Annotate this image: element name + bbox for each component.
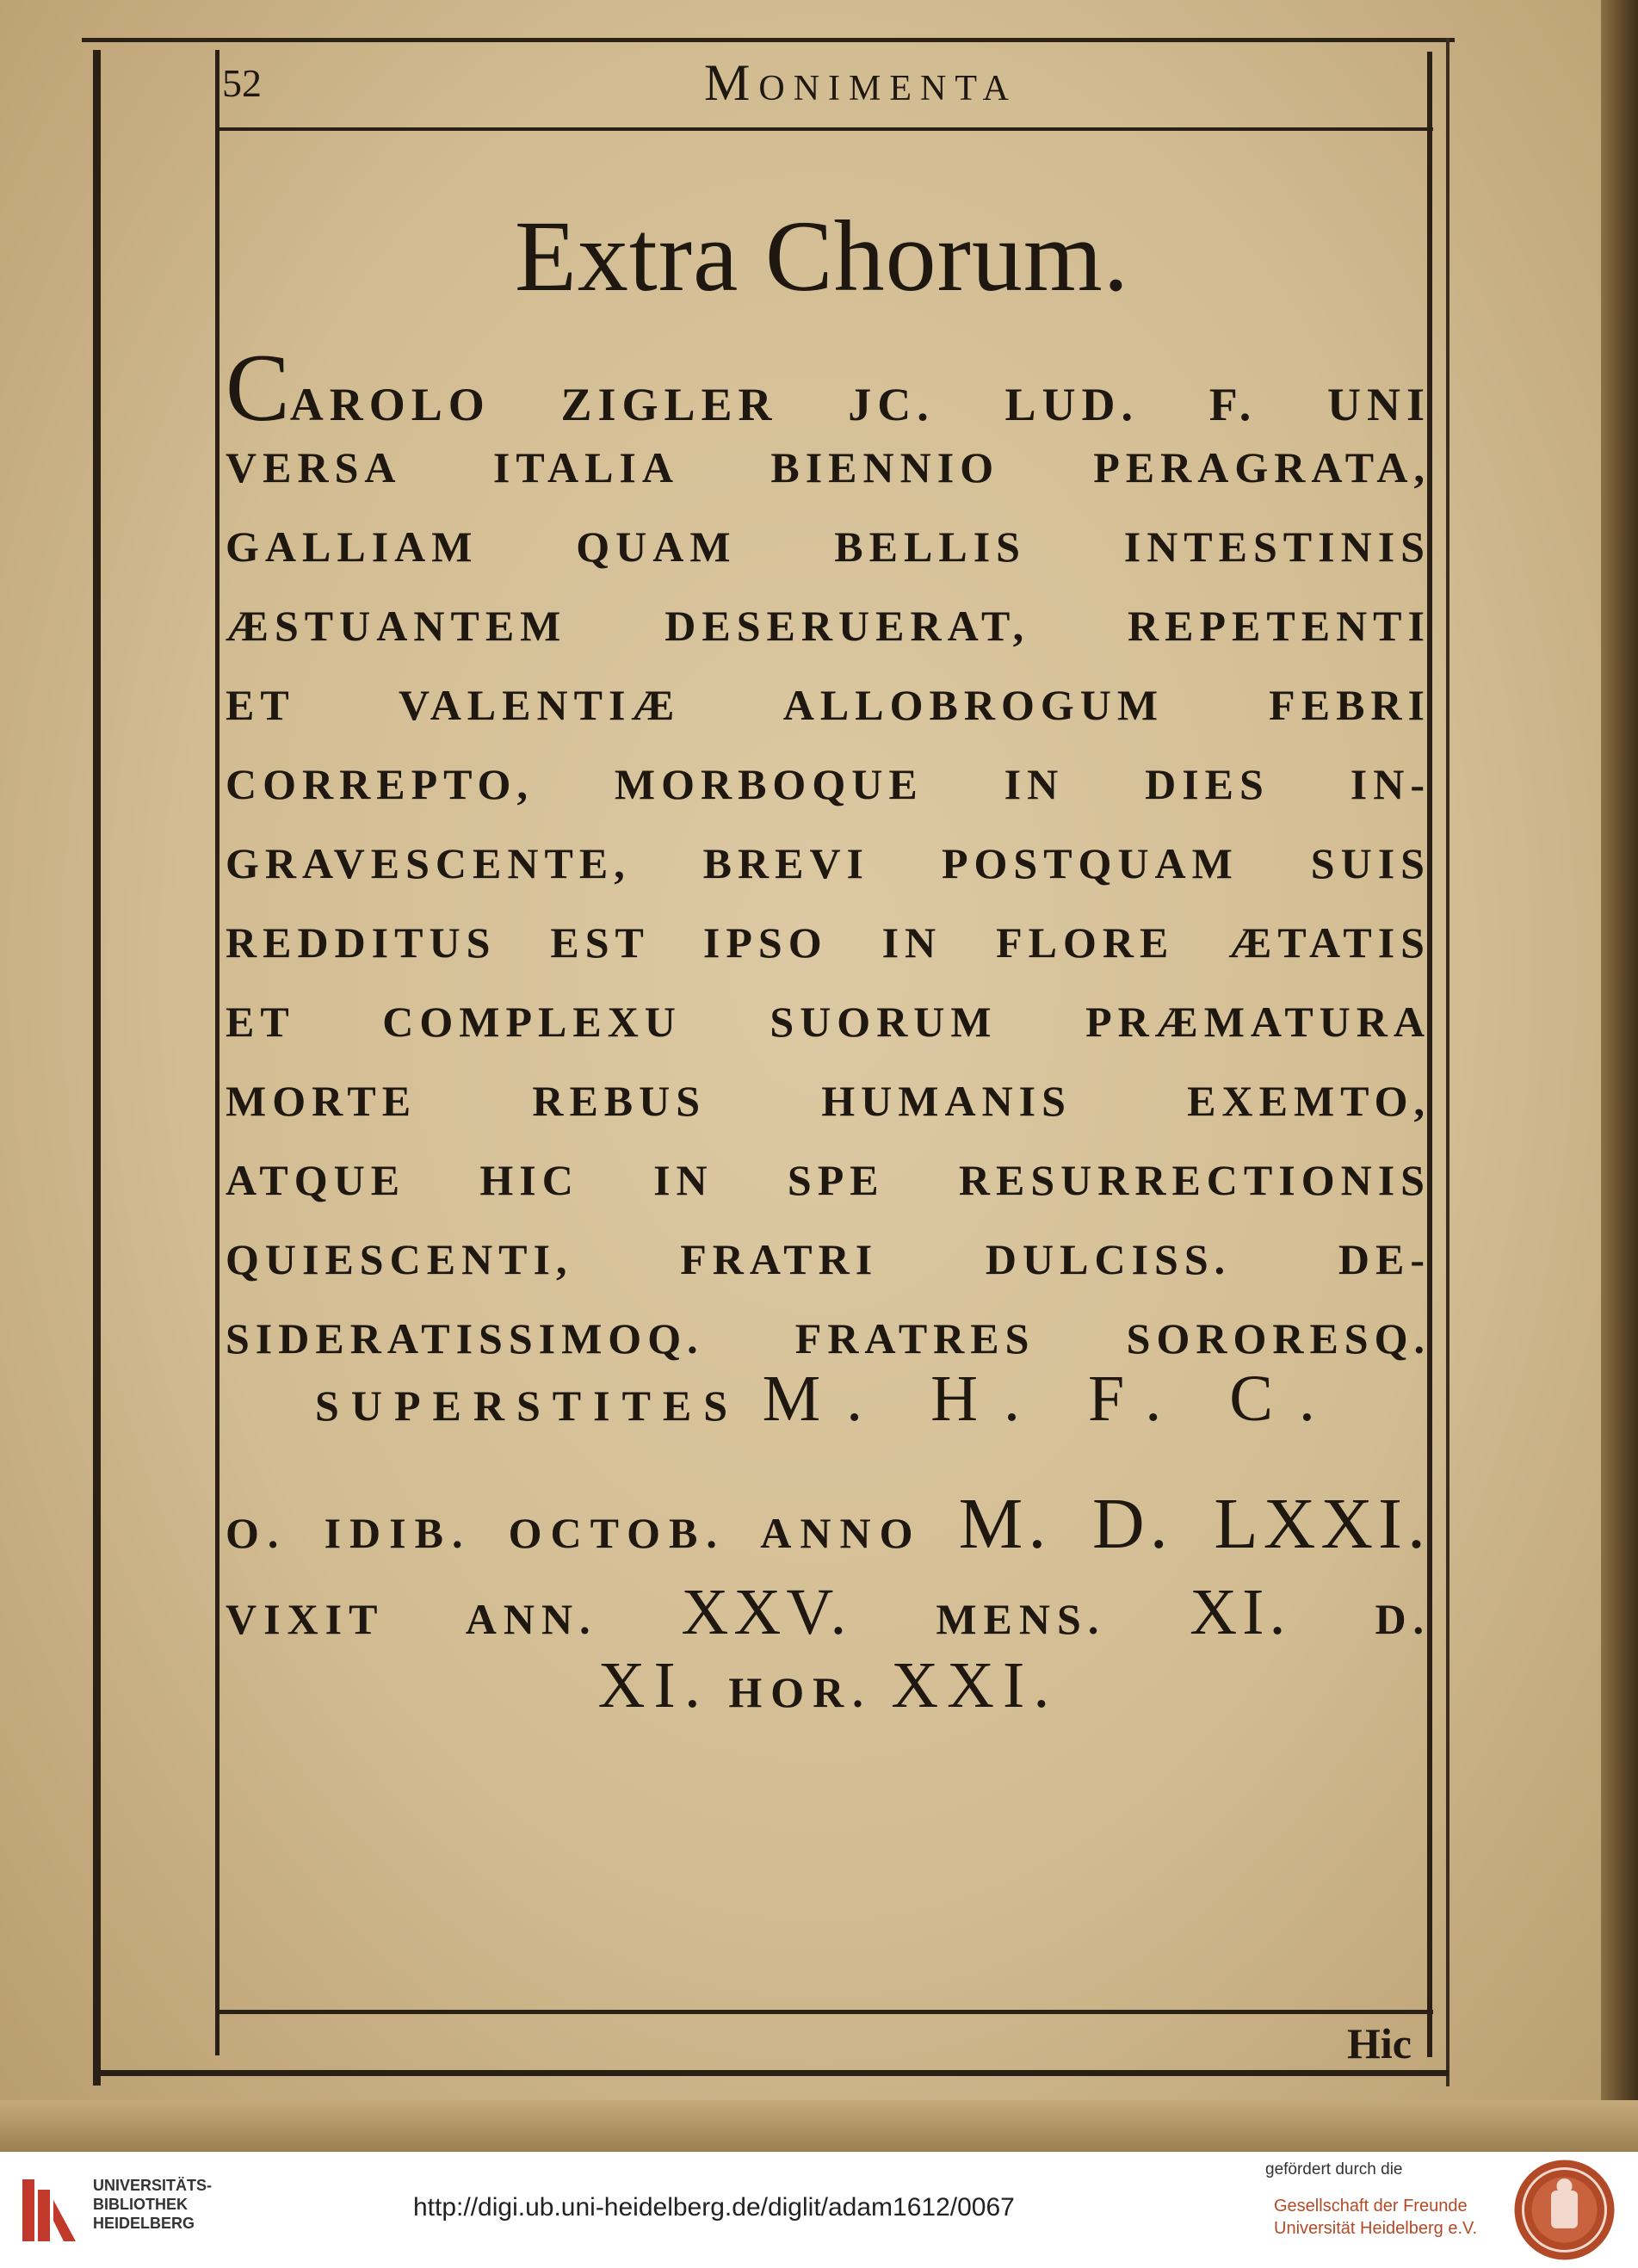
library-name-line: BIBLIOTHEK xyxy=(93,2196,188,2213)
age-hours: XXI. xyxy=(891,1649,1059,1721)
age-days-label: D. xyxy=(1375,1595,1431,1643)
university-seal-icon xyxy=(1511,2156,1618,2264)
catchword: Hic xyxy=(1347,2019,1412,2067)
inscription-line-text: AROLO ZIGLER JC. LUD. F. UNI xyxy=(289,379,1431,430)
right-outer-rule xyxy=(1446,38,1449,2086)
left-inner-rule xyxy=(215,50,219,2055)
inscription-line: ET COMPLEXU SUORUM PRÆMATURA xyxy=(226,998,1431,1046)
section-title: Extra Chorum. xyxy=(514,200,1130,312)
age-line-1 xyxy=(226,1575,1431,1650)
left-outer-rule xyxy=(93,50,101,2086)
sponsor-name xyxy=(1274,2195,1477,2240)
page-number: 52 xyxy=(222,61,262,105)
signers-line xyxy=(226,1362,1431,1437)
inscription-line: ET VALENTIÆ ALLOBROGUM FEBRI xyxy=(226,681,1431,729)
book-edge-shadow xyxy=(1601,0,1638,2152)
sponsor-label: gefördert durch die xyxy=(1265,2160,1403,2178)
header-rule xyxy=(215,127,1433,131)
age-months: XI. xyxy=(1190,1576,1291,1648)
age-years: XXV. xyxy=(681,1576,852,1648)
signers-label: SUPERSTITES xyxy=(315,1381,740,1430)
page-bottom-edge xyxy=(0,2100,1638,2152)
running-head: Monimenta xyxy=(704,54,1017,111)
date-text: O. IDIB. OCTOB. ANNO xyxy=(226,1509,922,1557)
inscription-line: VERSA ITALIA BIENNIO PERAGRATA, xyxy=(226,443,1431,491)
age-hours-label: HOR. xyxy=(728,1668,872,1716)
age-line-2 xyxy=(226,1648,1431,1723)
inscription-line: MORTE REBUS HUMANIS EXEMTO, xyxy=(226,1077,1431,1125)
inscription-line xyxy=(226,335,1431,442)
date-line xyxy=(226,1482,1431,1566)
drop-initial: C xyxy=(226,335,290,442)
age-days: XI. xyxy=(597,1649,709,1721)
sponsor-name-line: Universität Heidelberg e.V. xyxy=(1274,2219,1478,2238)
inscription-line: GRAVESCENTE, BREVI POSTQUAM SUIS xyxy=(226,839,1431,887)
date-year: M. D. LXXI. xyxy=(958,1484,1431,1564)
inscription-line: QUIESCENTI, FRATRI DULCISS. DE- xyxy=(226,1235,1431,1283)
document-url-link[interactable]: http://digi.ub.uni-heidelberg.de/diglit/adam1612/0067 xyxy=(413,2193,1015,2222)
library-name-line: HEIDELBERG xyxy=(93,2215,195,2232)
footer-rule xyxy=(215,2010,1433,2014)
inscription-line: ATQUE HIC IN SPE RESURRECTIONIS xyxy=(226,1156,1431,1204)
inscription-line: CORREPTO, MORBOQUE IN DIES IN- xyxy=(226,760,1431,808)
signers-initials: M. H. F. C. xyxy=(762,1363,1341,1435)
inscription-line: ÆSTUANTEM DESERUERAT, REPETENTI xyxy=(226,602,1431,650)
inscription-line: SIDERATISSIMOQ. FRATRES SORORESQ. xyxy=(226,1314,1431,1363)
age-months-label: MENS. xyxy=(936,1595,1106,1643)
university-library-logo-icon xyxy=(15,2171,84,2250)
inscription-text xyxy=(226,335,1431,1378)
age-years-label: VIXIT ANN. xyxy=(226,1595,597,1643)
bottom-rule xyxy=(93,2070,1449,2076)
library-name-line: UNIVERSITÄTS- xyxy=(93,2177,213,2194)
library-name xyxy=(93,2176,212,2233)
sponsor-name-line: Gesellschaft der Freunde xyxy=(1274,2197,1468,2215)
inscription-line: GALLIAM QUAM BELLIS INTESTINIS xyxy=(226,522,1431,571)
inscription-line: REDDITUS EST IPSO IN FLORE ÆTATIS xyxy=(226,918,1431,967)
